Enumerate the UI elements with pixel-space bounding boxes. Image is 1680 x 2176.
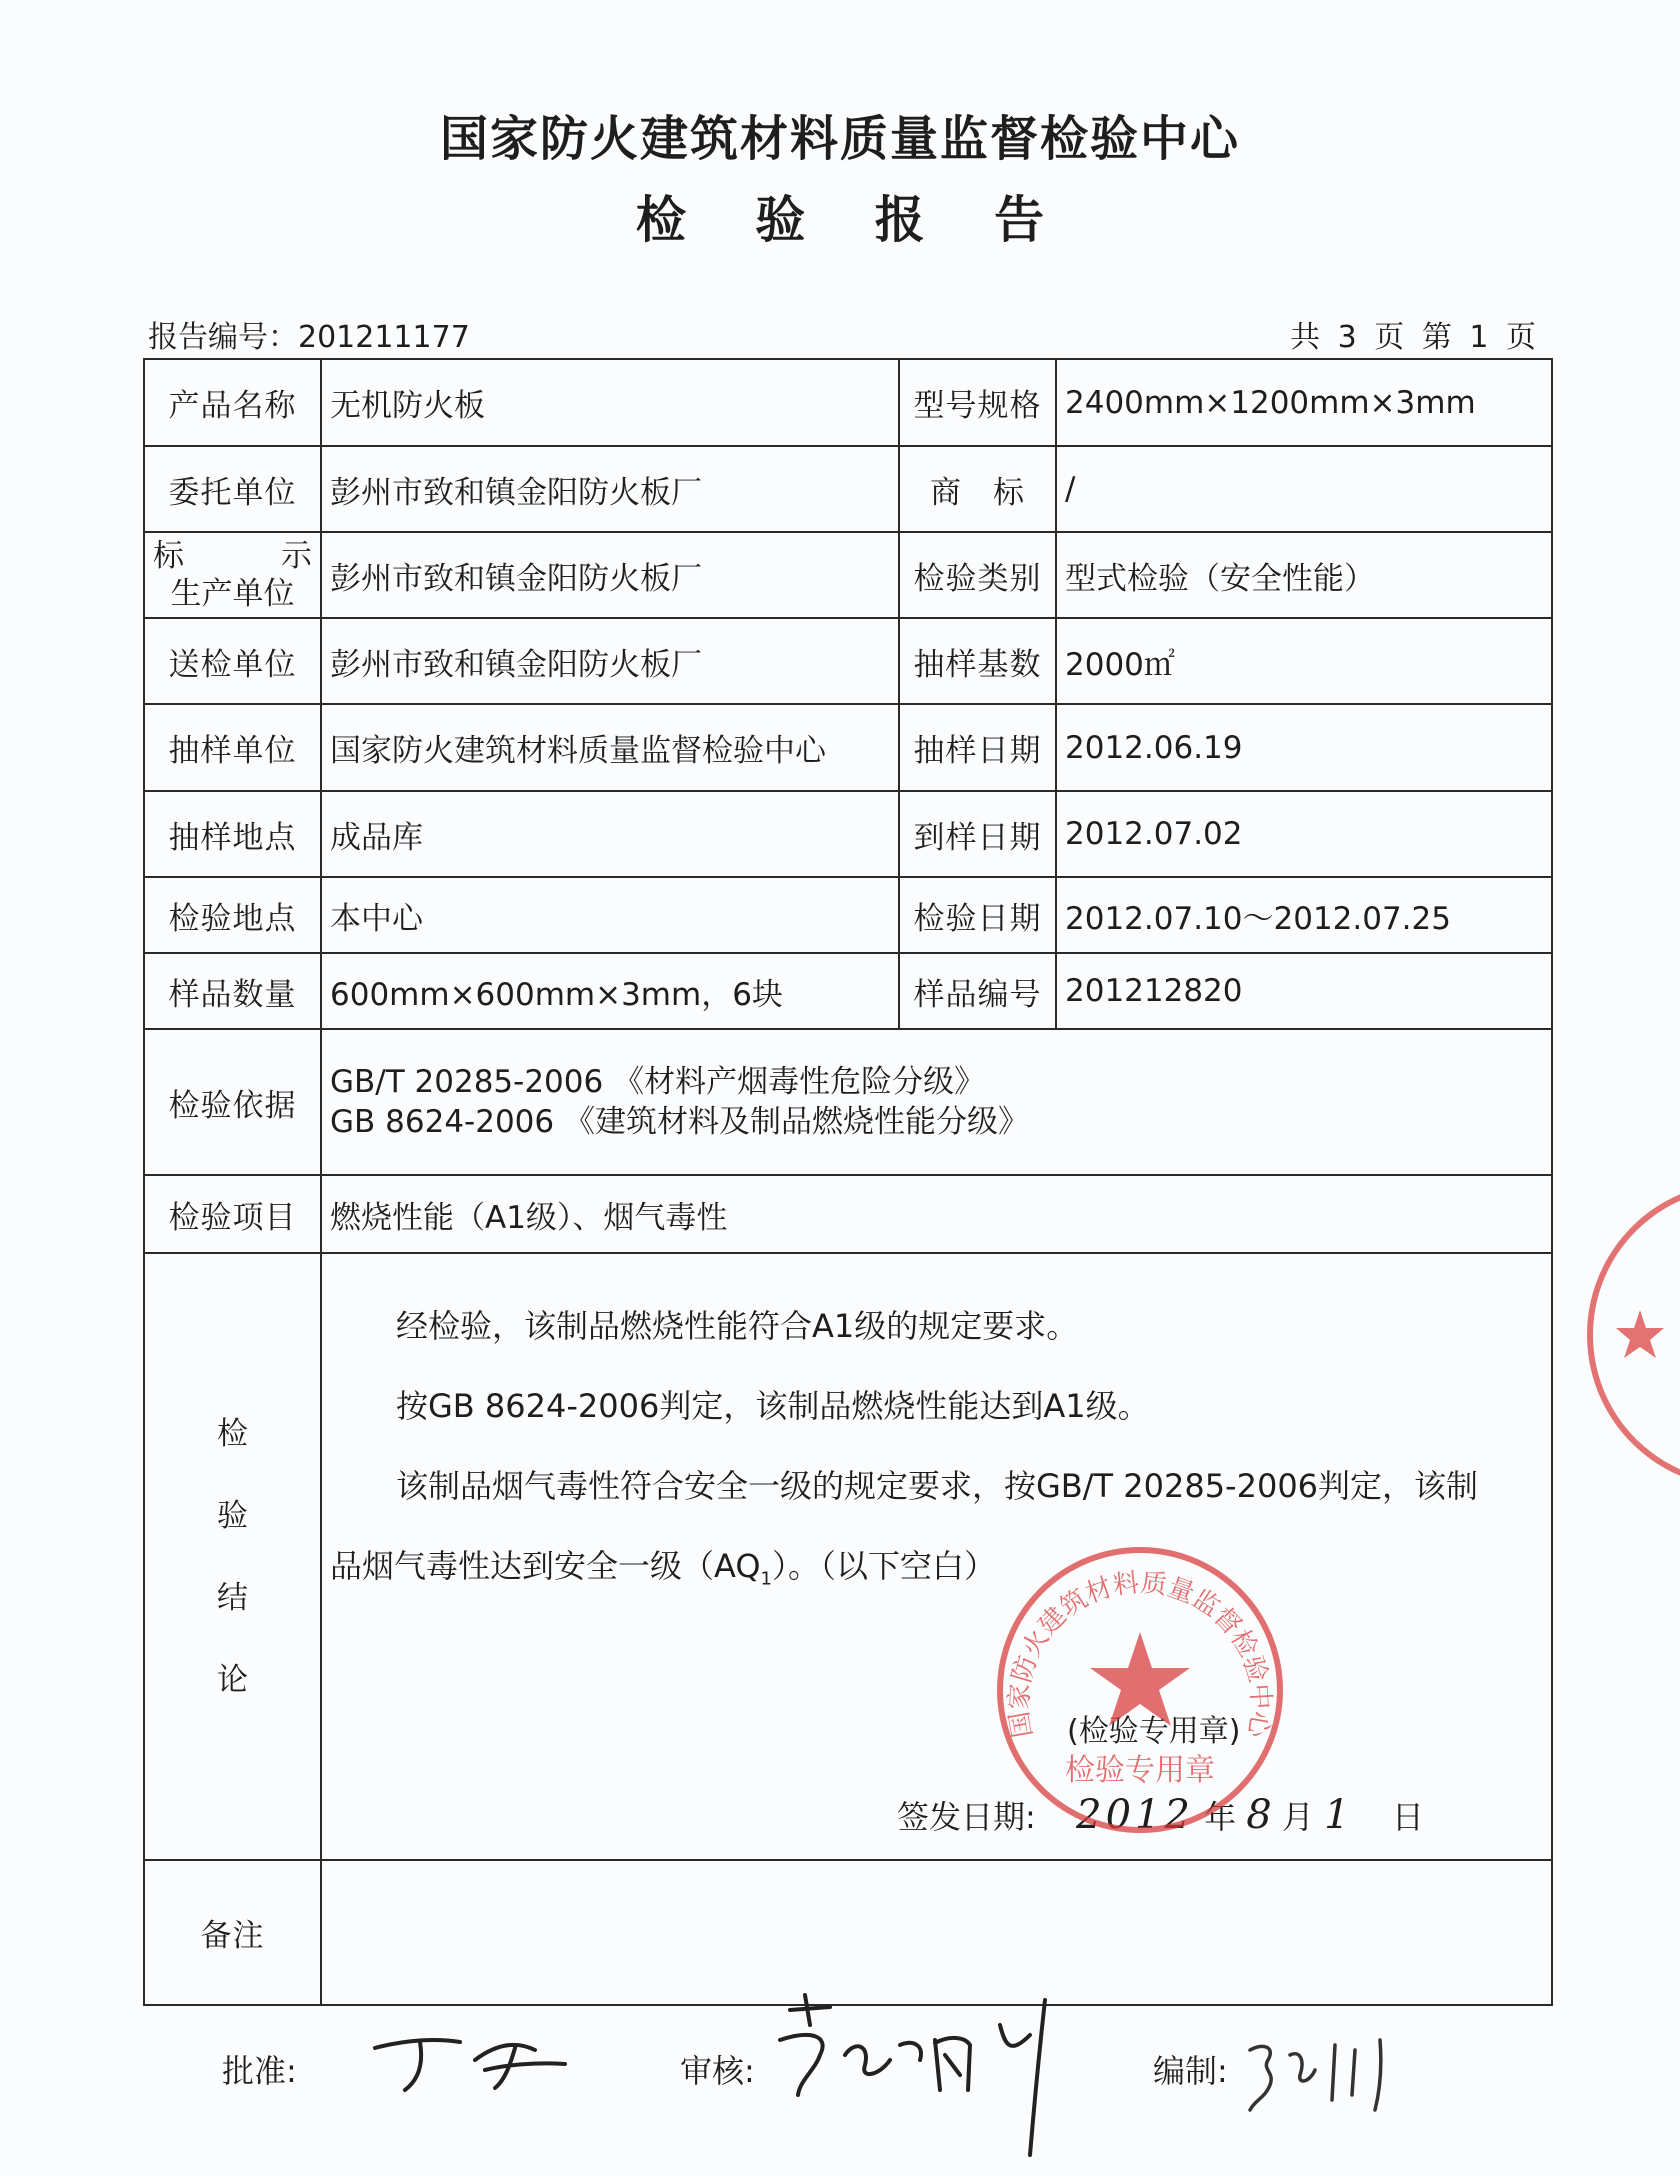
- sample-qty-value: 600mm×600mm×3mm，6块: [321, 953, 899, 1029]
- test-date-label: 检验日期: [899, 877, 1056, 953]
- issue-month: 8: [1246, 1792, 1272, 1838]
- report-table: [143, 358, 1553, 2006]
- producer-label-a: 标: [153, 538, 184, 574]
- row-items: [144, 1175, 1552, 1253]
- test-type-label: 检验类别: [899, 532, 1056, 618]
- sampler-label: 抽样单位: [144, 704, 321, 791]
- test-place-value: 本中心: [321, 877, 899, 953]
- test-type-value: 型式检验（安全性能）: [1056, 532, 1552, 618]
- row-product: [144, 359, 1552, 446]
- trademark-label-b: 标: [993, 474, 1025, 511]
- row-sample-qty: [144, 953, 1552, 1029]
- model-label: 型号规格: [899, 359, 1056, 446]
- report-number-label: 报告编号：: [148, 320, 298, 355]
- arrival-date-label: 到样日期: [899, 791, 1056, 877]
- basis-line-1: GB/T 20285-2006 《材料产烟毒性危险分级》: [330, 1064, 986, 1100]
- client-label: 委托单位: [144, 446, 321, 532]
- submitter-value: 彭州市致和镇金阳防火板厂: [321, 618, 899, 704]
- model-value: 2400mm×1200mm×3mm: [1056, 359, 1552, 446]
- trademark-label: [899, 446, 1056, 532]
- issue-ri: 日: [1391, 1798, 1424, 1836]
- reviewer-signature: [760, 1985, 1080, 2160]
- conclusion-label-char: 检: [217, 1415, 248, 1452]
- conclusion-label: [144, 1253, 321, 1860]
- sampler-value: 国家防火建筑材料质量监督检验中心: [321, 704, 899, 791]
- report-number-value: 201211177: [298, 320, 470, 355]
- base-qty-label: 抽样基数: [899, 618, 1056, 704]
- conclusion-line-4a: 品烟气毒性达到安全一级（AQ: [330, 1547, 761, 1585]
- sample-qty-label: 样品数量: [144, 953, 321, 1029]
- approver-signature: [365, 2020, 575, 2100]
- basis-value: [321, 1029, 1552, 1175]
- org-title: 国家防火建筑材料质量监督检验中心: [439, 111, 1240, 167]
- svg-text:检验专用章: 检验专用章: [1065, 1753, 1215, 1788]
- producer-label-b: 示: [281, 538, 312, 574]
- row-submitter: [144, 618, 1552, 704]
- sample-no-label: 样品编号: [899, 953, 1056, 1029]
- remarks-label: 备注: [144, 1860, 321, 2005]
- producer-label: [144, 532, 321, 618]
- conclusion-line-2: 按GB 8624-2006判定，该制品燃烧性能达到A1级。: [396, 1387, 1150, 1425]
- conclusion-label-char: 论: [217, 1661, 248, 1698]
- issue-yue: 月: [1281, 1798, 1314, 1836]
- basis-line-2: GB 8624-2006 《建筑材料及制品燃烧性能分级》: [330, 1104, 1029, 1140]
- conclusion-line-4-sub: 1: [760, 1568, 772, 1590]
- base-qty-value: 2000㎡: [1056, 618, 1552, 704]
- sample-place-value: 成品库: [321, 791, 899, 877]
- conclusion-label-char: 验: [217, 1497, 248, 1534]
- client-value: 彭州市致和镇金阳防火板厂: [321, 446, 899, 532]
- row-producer: [144, 532, 1552, 618]
- conclusion-line-4b: ）。（以下空白）: [771, 1547, 996, 1585]
- trademark-label-a: 商: [930, 474, 962, 511]
- svg-text:国家防火建筑材料质量监督检验中心: 国家防火建筑材料质量监督检验中心: [1004, 1568, 1276, 1740]
- compiler-signature: [1240, 2030, 1420, 2120]
- row-remarks: [144, 1860, 1552, 2005]
- edge-seal: [1580, 1170, 1680, 1500]
- producer-value: 彭州市致和镇金阳防火板厂: [321, 532, 899, 618]
- compile-label: 编制:: [1153, 2052, 1228, 2090]
- sample-place-label: 抽样地点: [144, 791, 321, 877]
- submitter-label: 送检单位: [144, 618, 321, 704]
- row-client: [144, 446, 1552, 532]
- row-test-place: [144, 877, 1552, 953]
- product-name-value: 无机防火板: [321, 359, 899, 446]
- sample-date-label: 抽样日期: [899, 704, 1056, 791]
- conclusion-line-4: [330, 1541, 996, 1589]
- approve-label: 批准:: [222, 2052, 297, 2090]
- test-date-value: 2012.07.10～2012.07.25: [1056, 877, 1552, 953]
- conclusion-label-char: 结: [217, 1579, 248, 1616]
- conclusion-body: [321, 1253, 1552, 1860]
- document-title: 检 验 报 告: [635, 191, 1071, 249]
- seal-note: (检验专用章): [1067, 1714, 1241, 1749]
- report-number: [148, 312, 470, 356]
- sample-date-value: 2012.06.19: [1056, 704, 1552, 791]
- trademark-value: /: [1056, 446, 1552, 532]
- issue-day: 1: [1324, 1792, 1350, 1838]
- sample-no-value: 201212820: [1056, 953, 1552, 1029]
- row-conclusion: [144, 1253, 1552, 1860]
- producer-label-c: 生产单位: [170, 576, 295, 612]
- basis-label: 检验依据: [144, 1029, 321, 1175]
- remarks-value: [321, 1860, 1552, 2005]
- conclusion-line-3: 该制品烟气毒性符合安全一级的规定要求，按GB/T 20285-2006判定，该制: [396, 1467, 1479, 1505]
- arrival-date-value: 2012.07.02: [1056, 791, 1552, 877]
- row-basis: [144, 1029, 1552, 1175]
- items-label: 检验项目: [144, 1175, 321, 1253]
- test-place-label: 检验地点: [144, 877, 321, 953]
- product-name-label: 产品名称: [144, 359, 321, 446]
- issue-date-label: 签发日期:: [897, 1798, 1036, 1836]
- inspection-seal: [990, 1540, 1290, 1840]
- row-sample-place: [144, 791, 1552, 877]
- page-indicator: 共 3 页 第 1 页: [1290, 320, 1540, 355]
- issue-year: 2012: [1076, 1792, 1194, 1838]
- items-value: 燃烧性能（A1级）、烟气毒性: [321, 1175, 1552, 1253]
- row-sampler: [144, 704, 1552, 791]
- conclusion-line-1: 经检验，该制品燃烧性能符合A1级的规定要求。: [396, 1307, 1079, 1345]
- issue-nian: 年: [1204, 1798, 1237, 1836]
- review-label: 审核:: [680, 2052, 755, 2090]
